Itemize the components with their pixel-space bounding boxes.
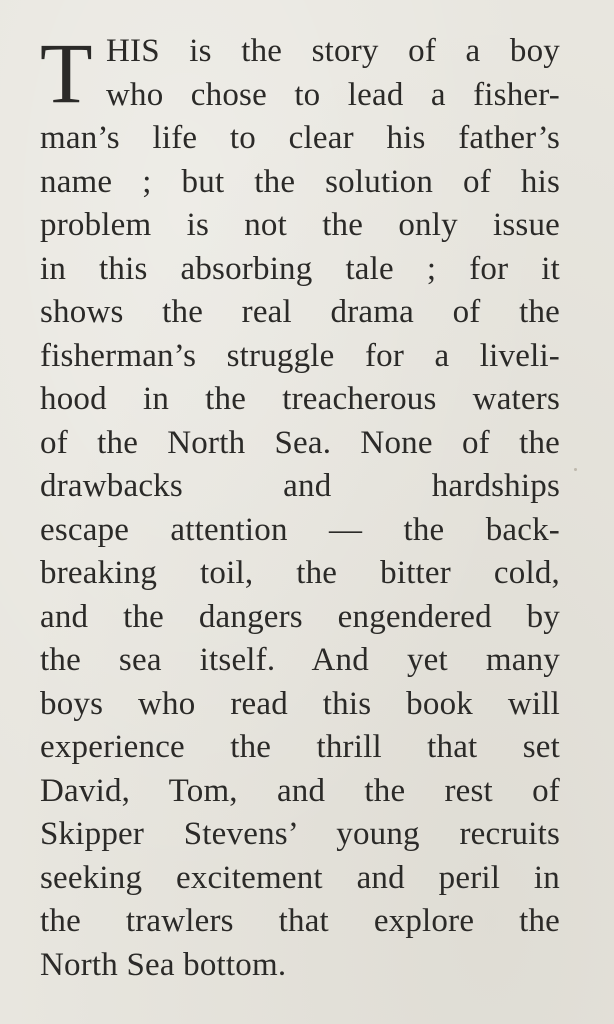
blurb-line-21: the trawlers that explore the — [40, 903, 560, 939]
blurb-line-3: man’s life to clear his father’s — [40, 120, 560, 156]
blurb-line-1: HIS is the story of a boy — [106, 33, 560, 69]
blurb-line-17: experience the thrill that set — [40, 729, 560, 765]
blurb-line-22: North Sea bottom. — [40, 946, 287, 983]
blurb-line-10: of the North Sea. None of the — [40, 424, 560, 461]
blurb-line-9: hood in the treacherous waters — [40, 381, 560, 417]
drop-cap: T — [40, 25, 93, 121]
blurb-line-15: the sea itself. And yet many — [40, 642, 560, 678]
blurb-line-20: seeking excitement and peril in — [40, 859, 560, 896]
blurb-line-4: name ; but the solution of his — [40, 163, 560, 200]
blurb-line-2: who chose to lead a fisher- — [106, 76, 560, 113]
blurb-line-8: fisherman’s struggle for a liveli- — [40, 337, 560, 374]
blurb-line-13: breaking toil, the bitter cold, — [40, 555, 560, 591]
blurb-line-7: shows the real drama of the — [40, 294, 560, 330]
blurb-line-16: boys who read this book will — [40, 685, 560, 722]
blurb-line-19: Skipper Stevens’ young recruits — [40, 816, 560, 852]
blurb-line-6: in this absorbing tale ; for it — [40, 250, 560, 287]
paper-speck — [574, 468, 577, 471]
blurb-line-5: problem is not the only issue — [40, 207, 560, 243]
blurb-line-14: and the dangers engendered by — [40, 598, 560, 635]
blurb-text — [40, 25, 560, 987]
blurb-line-12: escape attention — the back- — [40, 511, 560, 548]
blurb-line-11: drawbacks and hardships — [40, 468, 560, 504]
blurb-line-18: David, Tom, and the rest of — [40, 772, 560, 809]
